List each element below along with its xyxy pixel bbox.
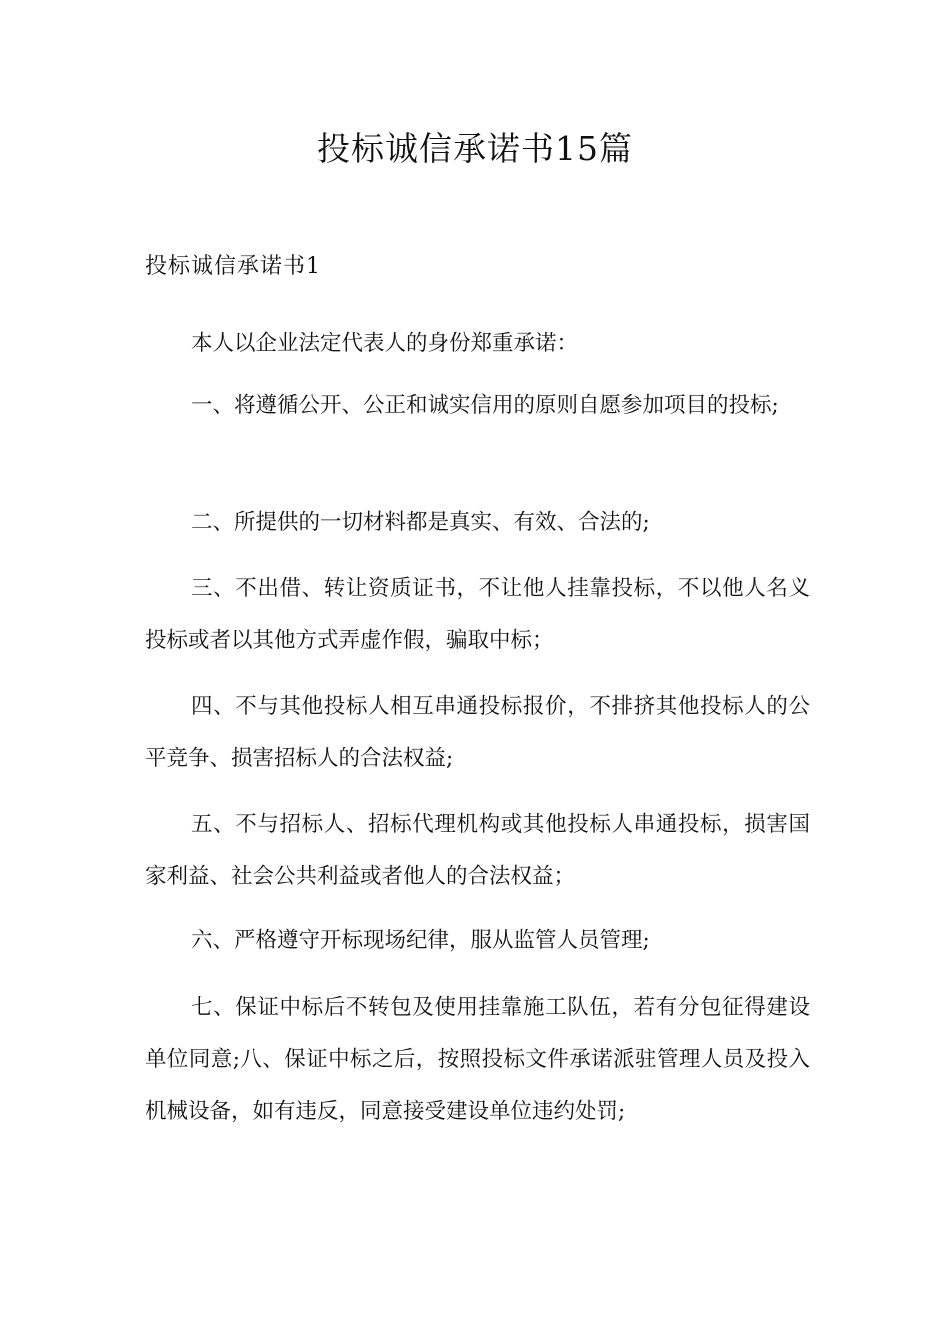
paragraph-item-7-8: 七、保证中标后不转包及使用挂靠施工队伍，若有分包征得建设单位同意;八、保证中标之后，按照投标文件承诺派驻管理人员及投入机械设备，如有违反，同意接受建设单位违约处罚; — [145, 995, 810, 1124]
paragraph-item-5: 五、不与招标人、招标代理机构或其他投标人串通投标，损害国家利益、社会公共利益或者他人的合法权益； — [145, 812, 810, 889]
paragraph-item-1: 一、将遵循公开、公正和诚实信用的原则自愿参加项目的投标; — [191, 393, 779, 418]
paragraph-intro: 本人以企业法定代表人的身份郑重承诺： — [191, 331, 579, 356]
section-heading: 投标诚信承诺书1 — [145, 254, 321, 279]
document-title: 投标诚信承诺书15篇 — [317, 129, 633, 168]
paragraph-item-6: 六、严格遵守开标现场纪律，服从监管人员管理; — [191, 928, 650, 953]
paragraph-item-2: 二、所提供的一切材料都是真实、有效、合法的; — [191, 510, 650, 535]
paragraph-item-3: 三、不出借、转让资质证书，不让他人挂靠投标，不以他人名义投标或者以其他方式弄虚作假，骗取中标； — [145, 576, 810, 653]
paragraph-item-4: 四、不与其他投标人相互串通投标报价，不排挤其他投标人的公平竞争、损害招标人的合法权益; — [145, 694, 810, 771]
